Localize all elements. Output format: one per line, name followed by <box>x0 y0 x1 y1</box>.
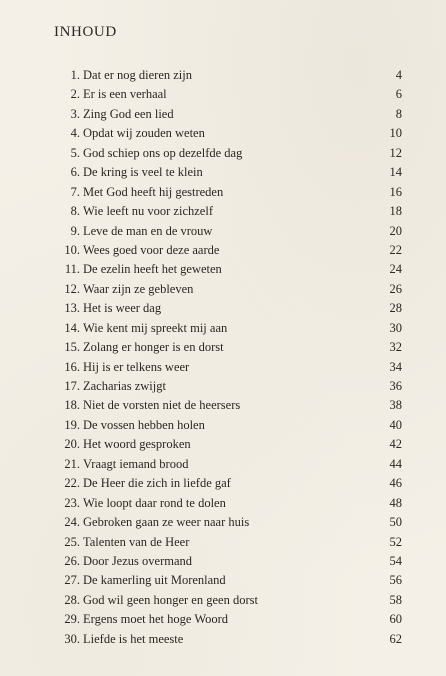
toc-entry-title: Er is een verhaal <box>83 87 167 102</box>
toc-entry-number: 23. <box>64 495 80 510</box>
toc-entry-title: Met God heeft hij gestreden <box>83 184 224 199</box>
toc-entry-page: 44 <box>389 456 402 471</box>
toc-entry-number: 28. <box>64 592 80 607</box>
toc-entry <box>0 222 446 241</box>
toc-entry <box>0 630 446 649</box>
toc-entry-number: 7. <box>70 184 80 199</box>
toc-entry-number: 25. <box>64 534 80 549</box>
toc-entry-number: 5. <box>70 145 80 160</box>
toc-entry-title: Zacharias zwijgt <box>83 379 166 393</box>
toc-entry-title: Het is weer dag <box>83 301 162 316</box>
table-of-contents <box>0 66 446 649</box>
toc-entry <box>0 144 446 163</box>
toc-entry <box>0 455 446 474</box>
toc-entry <box>0 105 446 124</box>
toc-entry-page: 10 <box>389 126 402 141</box>
toc-entry-title: Wie kent mij spreekt mij aan <box>83 320 228 335</box>
toc-entry <box>0 533 446 552</box>
toc-entry <box>0 358 446 377</box>
toc-entry-page: 36 <box>389 379 402 393</box>
toc-entry <box>0 494 446 513</box>
toc-entry-title: Wie leeft nu voor zichzelf <box>83 204 213 219</box>
toc-entry-page: 14 <box>389 165 402 180</box>
toc-entry-number: 15. <box>64 340 80 355</box>
toc-entry-title: Waar zijn ze gebleven <box>83 281 194 296</box>
toc-entry <box>0 85 446 104</box>
toc-entry-page: 16 <box>389 184 402 199</box>
toc-entry <box>0 66 446 85</box>
toc-entry-number: 18. <box>64 398 80 413</box>
toc-entry-page: 42 <box>389 437 402 452</box>
toc-entry-number: 26. <box>64 553 80 568</box>
toc-entry-page: 22 <box>389 242 402 257</box>
toc-entry <box>0 416 446 435</box>
toc-entry-number: 2. <box>70 87 80 102</box>
toc-entry-page: 12 <box>389 145 402 160</box>
toc-entry-page: 6 <box>395 87 402 102</box>
toc-entry-number: 6. <box>70 165 80 180</box>
toc-entry <box>0 260 446 279</box>
toc-entry <box>0 280 446 299</box>
toc-entry-number: 19. <box>64 417 80 432</box>
toc-entry-number: 12. <box>64 281 80 296</box>
toc-entry <box>0 377 446 396</box>
toc-entry-page: 18 <box>389 204 402 219</box>
toc-entry-title: Liefde is het meeste <box>83 631 184 646</box>
toc-entry-number: 21. <box>64 456 80 471</box>
toc-entry <box>0 610 446 629</box>
toc-entry-title: Niet de vorsten niet de heersers <box>83 398 241 413</box>
toc-entry-title: Ergens moet het hoge Woord <box>83 612 229 627</box>
toc-entry-title: Zolang er honger is en dorst <box>83 340 224 355</box>
toc-entry-title: Zing God een lied <box>83 106 174 121</box>
toc-entry-number: 29. <box>64 612 80 627</box>
toc-entry-title: Talenten van de Heer <box>83 534 190 549</box>
toc-entry-page: 62 <box>389 631 402 646</box>
toc-entry-title: Dat er nog dieren zijn <box>83 68 192 82</box>
toc-entry <box>0 474 446 493</box>
toc-entry-title: God wil geen honger en geen dorst <box>83 592 258 607</box>
toc-entry-title: Wees goed voor deze aarde <box>83 242 220 257</box>
toc-entry-page: 20 <box>389 223 402 238</box>
toc-entry-title: Door Jezus overmand <box>83 553 192 568</box>
toc-entry <box>0 241 446 260</box>
toc-entry-page: 30 <box>389 320 402 335</box>
toc-entry <box>0 435 446 454</box>
toc-entry-number: 9. <box>70 223 80 238</box>
toc-entry-title: De kamerling uit Morenland <box>83 573 226 588</box>
toc-entry-title: God schiep ons op dezelfde dag <box>83 145 243 160</box>
toc-entry-number: 17. <box>64 379 80 393</box>
toc-entry-page: 48 <box>389 495 402 510</box>
toc-entry-page: 24 <box>389 262 402 277</box>
toc-entry-page: 28 <box>389 301 402 316</box>
toc-entry-title: Het woord gesproken <box>83 437 191 452</box>
toc-entry-title: Gebroken gaan ze weer naar huis <box>83 515 250 530</box>
toc-entry-number: 20. <box>64 437 80 452</box>
toc-entry-number: 30. <box>64 631 80 646</box>
toc-entry-page: 38 <box>389 398 402 413</box>
toc-entry-page: 26 <box>389 281 402 296</box>
toc-entry-page: 60 <box>389 612 402 627</box>
toc-entry <box>0 202 446 221</box>
toc-entry-page: 46 <box>389 476 402 491</box>
toc-entry <box>0 124 446 143</box>
page-title: INHOUD <box>54 24 117 40</box>
toc-entry-page: 8 <box>395 106 402 121</box>
toc-entry-number: 16. <box>64 359 80 374</box>
toc-entry-number: 27. <box>64 573 80 588</box>
toc-entry-title: De Heer die zich in liefde gaf <box>83 476 231 491</box>
toc-entry-title: Hij is er telkens weer <box>83 359 190 374</box>
toc-entry-page: 50 <box>389 515 402 530</box>
toc-entry-page: 56 <box>389 573 402 588</box>
toc-entry-page: 40 <box>389 417 402 432</box>
toc-entry-number: 24. <box>64 515 80 530</box>
toc-entry <box>0 396 446 415</box>
toc-entry-number: 1. <box>70 68 80 82</box>
toc-entry <box>0 552 446 571</box>
toc-entry-number: 8. <box>70 204 80 219</box>
toc-entry-title: Vraagt iemand brood <box>83 456 189 471</box>
toc-entry-number: 3. <box>70 106 80 121</box>
toc-entry <box>0 319 446 338</box>
toc-entry-page: 52 <box>389 534 402 549</box>
toc-entry-number: 14. <box>64 320 80 335</box>
toc-entry <box>0 513 446 532</box>
toc-entry-number: 10. <box>64 242 80 257</box>
toc-entry-title: Opdat wij zouden weten <box>83 126 205 141</box>
toc-entry-number: 11. <box>64 262 80 277</box>
toc-entry-title: De vossen hebben holen <box>83 417 205 432</box>
toc-entry-title: De kring is veel te klein <box>83 165 203 180</box>
toc-entry-page: 54 <box>389 553 402 568</box>
toc-entry <box>0 299 446 318</box>
toc-entry-number: 4. <box>70 126 80 141</box>
toc-entry-title: Leve de man en de vrouw <box>83 223 213 238</box>
toc-entry-page: 32 <box>389 340 402 355</box>
toc-entry <box>0 591 446 610</box>
toc-entry <box>0 571 446 590</box>
toc-entry-page: 34 <box>389 359 402 374</box>
toc-entry <box>0 163 446 182</box>
toc-entry-title: De ezelin heeft het geweten <box>83 262 222 277</box>
toc-entry-title: Wie loopt daar rond te dolen <box>83 495 226 510</box>
toc-entry-page: 4 <box>395 68 402 82</box>
toc-entry <box>0 338 446 357</box>
toc-entry-number: 13. <box>64 301 80 316</box>
toc-entry <box>0 183 446 202</box>
toc-entry-page: 58 <box>389 592 402 607</box>
toc-entry-number: 22. <box>64 476 80 491</box>
